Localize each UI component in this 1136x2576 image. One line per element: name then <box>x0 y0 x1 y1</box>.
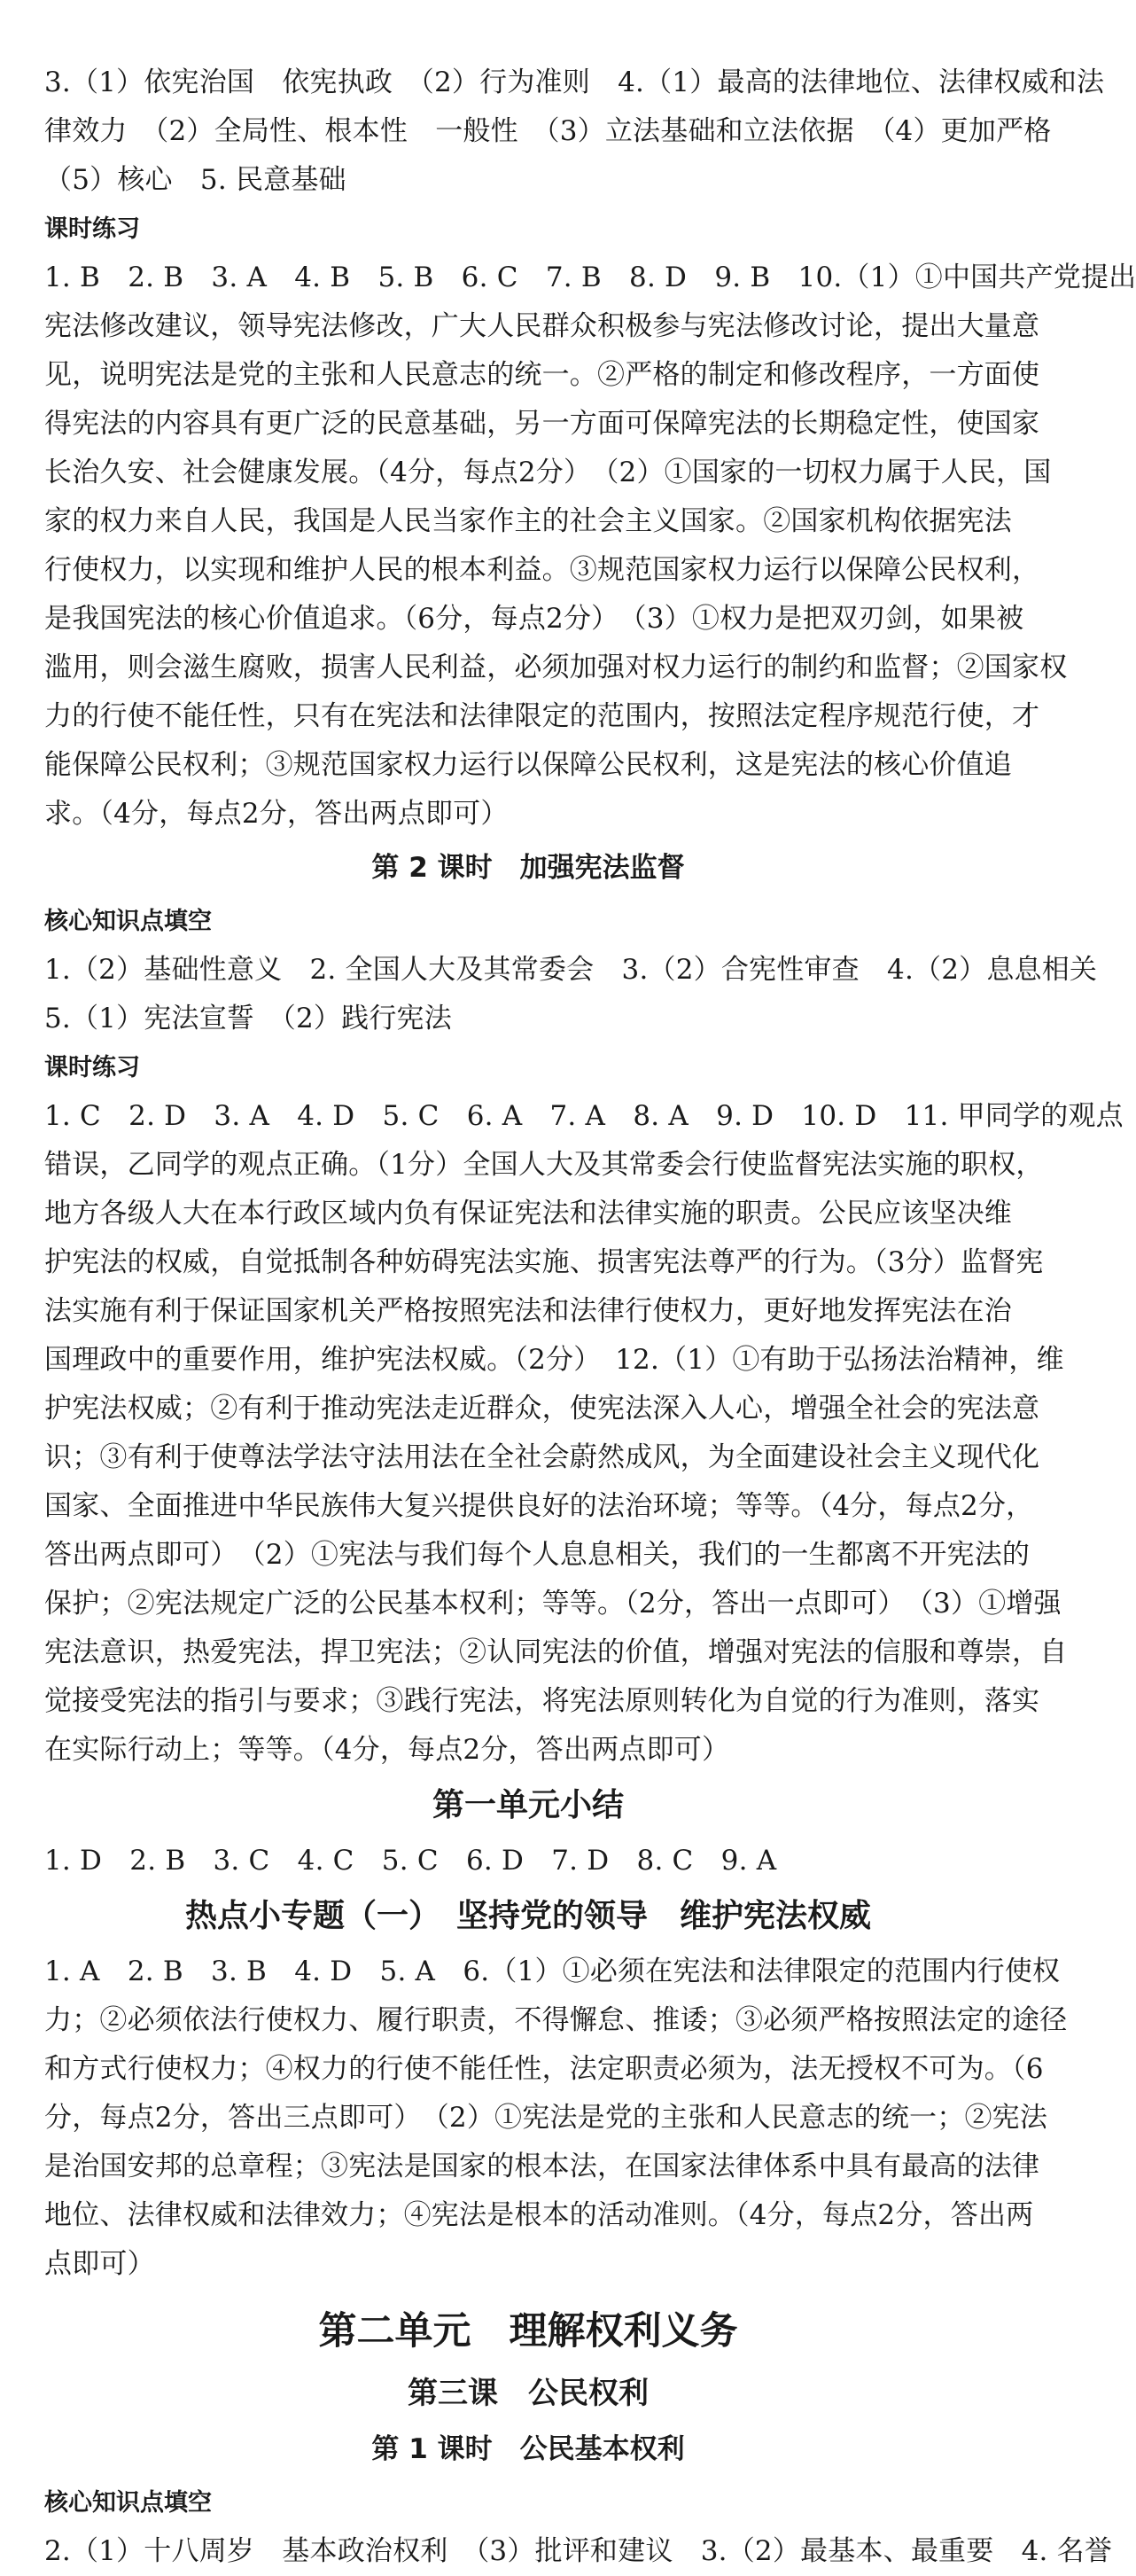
text-line: 3.（1）依宪治国 依宪执政 （2）行为准则 4.（1）最高的法律地位、法律权威和法 <box>44 66 1105 98</box>
section-fill-in-3 <box>44 2478 1113 2576</box>
text-line: 家的权力来自人民，我国是人民当家作主的社会主义国家。②国家机构依据宪法 <box>44 505 1012 537</box>
top-block <box>44 59 1105 205</box>
text-line: 国家、全面推进中华民族伟大复兴提供良好的法治环境；等等。（4分，每点2分， <box>44 1490 1034 1522</box>
section-heading: 课时练习 <box>44 1054 140 1081</box>
text-line: 1. A 2. B 3. B 4. D 5. A 6.（1）①必须在宪法和法律限定的范围内行使权 <box>44 1955 1061 1987</box>
text-line: 国理政中的重要作用，维护宪法权威。（2分） 12.（1）①有助于弘扬法治精神，维 <box>44 1344 1064 1376</box>
text-line: 行使权力，以实现和维护人民的根本利益。③规范国家权力运行以保障公民权利， <box>44 554 1040 586</box>
text-line: 保护；②宪法规定广泛的公民基本权利；等等。（2分，答出一点即可） （3）①增强 <box>44 1588 1062 1620</box>
text-line: 觉接受宪法的指引与要求；③践行宪法，将宪法原则转化为自觉的行为准则，落实 <box>44 1685 1040 1717</box>
text-line: 力的行使不能任性，只有在宪法和法律限定的范围内，按照法定程序规范行使，才 <box>44 700 1040 732</box>
text-line: 识；③有利于使尊法学法守法用法在全社会蔚然成风，为全面建设社会主义现代化 <box>44 1441 1040 1473</box>
text-line: 宪法修改建议，领导宪法修改，广大人民群众积极参与宪法修改讨论，提出大量意 <box>44 310 1040 342</box>
text-line: 分，每点2分，答出三点即可） （2）①宪法是党的主张和人民意志的统一；②宪法 <box>44 2102 1048 2134</box>
text-line: 在实际行动上；等等。（4分，每点2分，答出两点即可） <box>44 1734 730 1766</box>
text-line: 地方各级人大在本行政区域内负有保证宪法和法律实施的职责。公民应该坚决维 <box>44 1198 1012 1229</box>
text-line: 求。（4分，每点2分，答出两点即可） <box>44 798 509 830</box>
hot-topic-block <box>44 1948 1068 2289</box>
section-practice-2 <box>44 1043 1124 1775</box>
text-line: 1.（2）基础性意义 2. 全国人大及其常委会 3.（2）合宪性审查 4.（2）息息相关 <box>44 954 1098 986</box>
text-line: 和方式行使权力；④权力的行使不能任性，法定职责必须为，法无授权不可为。（6 <box>44 2053 1044 2085</box>
text-line: 是治国安邦的总章程；③宪法是国家的根本法，在国家法律体系中具有最高的法律 <box>44 2151 1040 2182</box>
text-line: 长治久安、社会健康发展。（4分，每点2分） （2）①国家的一切权力属于人民，国 <box>44 457 1052 488</box>
text-line: 宪法意识，热爱宪法，捍卫宪法；②认同宪法的价值，增强对宪法的信服和尊崇，自 <box>44 1636 1068 1668</box>
text-line: （5）核心 5. 民意基础 <box>44 164 346 196</box>
text-line: 地位、法律权威和法律效力；④宪法是根本的活动准则。（4分，每点2分，答出两 <box>44 2199 1034 2231</box>
text-line: 法实施有利于保证国家机关严格按照宪法和法律行使权力，更好地发挥宪法在治 <box>44 1295 1012 1327</box>
unit-title: 第二单元 理解权利义务 <box>318 2309 738 2354</box>
lesson-title: 第 2 课时 加强宪法监督 <box>371 852 685 884</box>
text-line: 见，说明宪法是党的主张和人民意志的统一。②严格的制定和修改程序，一方面使 <box>44 359 1040 391</box>
section-heading: 核心知识点填空 <box>44 908 212 935</box>
text-line: 得宪法的内容具有更广泛的民意基础，另一方面可保障宪法的长期稳定性，使国家 <box>44 408 1040 440</box>
section-practice-1 <box>44 205 1136 839</box>
text-line: 是我国宪法的核心价值追求。（6分，每点2分） （3）①权力是把双刃剑，如果被 <box>44 603 1024 635</box>
text-line: 律效力 （2）全局性、根本性 一般性 （3）立法基础和立法依据 （4）更加严格 <box>44 115 1052 147</box>
unit-summary-title: 第一单元小结 <box>432 1787 624 1823</box>
hot-topic-title: 热点小专题（一） 坚持党的领导 维护宪法权威 <box>184 1898 871 1934</box>
text-line: 护宪法的权威，自觉抵制各种妨碍宪法实施、损害宪法尊严的行为。（3分）监督宪 <box>44 1246 1044 1278</box>
section-fill-in-2 <box>44 897 1098 1043</box>
text-line: 点即可） <box>44 2248 155 2280</box>
text-line: 力；②必须依法行使权力、履行职责，不得懈怠、推诿；③必须严格按照法定的途径 <box>44 2004 1068 2036</box>
text-line: 1. B 2. B 3. A 4. B 5. B 6. C 7. B 8. D 9. B 10.（1）①中国共产党提出 <box>44 262 1136 293</box>
text-line: 护宪法权威；②有利于推动宪法走近群众，使宪法深入人心，增强全社会的宪法意 <box>44 1393 1040 1425</box>
text-line: 1. C 2. D 3. A 4. D 5. C 6. A 7. A 8. A 9. D 10. D 11. 甲同学的观点 <box>44 1100 1124 1132</box>
section-heading: 课时练习 <box>44 215 140 243</box>
section-heading: 核心知识点填空 <box>44 2489 212 2517</box>
unit-summary-answers: 1. D 2. B 3. C 4. C 5. C 6. D 7. D 8. C 9. A <box>44 1845 777 1877</box>
text-line: 能保障公民权利；③规范国家权力运行以保障公民权利，这是宪法的核心价值追 <box>44 749 1012 781</box>
text-line: 5.（1）宪法宣誓 （2）践行宪法 <box>44 1003 452 1034</box>
text-line: 错误，乙同学的观点正确。（1分）全国人大及其常委会行使监督宪法实施的职权， <box>44 1149 1044 1181</box>
text-line: 2.（1）十八周岁 基本政治权利 （3）批评和建议 3.（2）最基本、最重要 4. 名誉 <box>44 2535 1113 2567</box>
text-line: 答出两点即可） （2）①宪法与我们每个人息息相关，我们的一生都离不开宪法的 <box>44 1539 1031 1571</box>
period-title: 第 1 课时 公民基本权利 <box>371 2433 685 2465</box>
text-line: 滥用，则会滋生腐败，损害人民利益，必须加强对权力运行的制约和监督；②国家权 <box>44 652 1068 683</box>
lesson-chapter-title: 第三课 公民权利 <box>408 2376 649 2411</box>
